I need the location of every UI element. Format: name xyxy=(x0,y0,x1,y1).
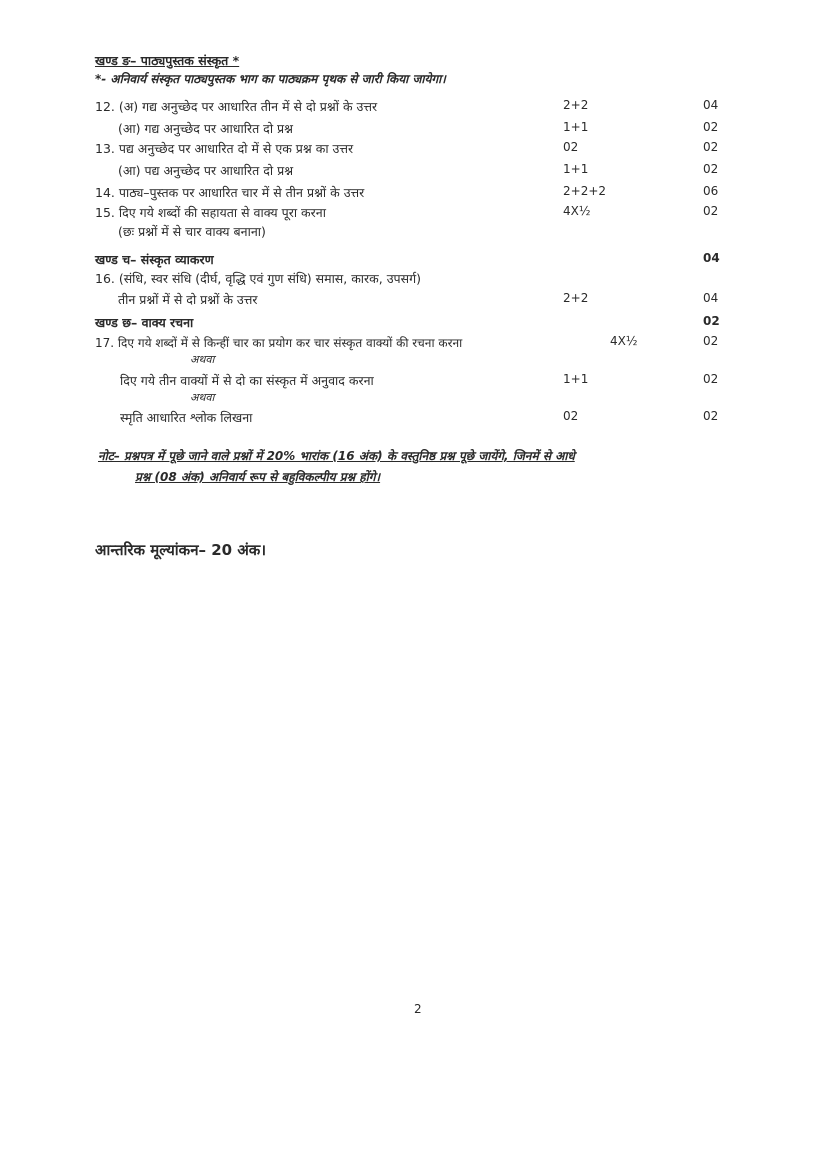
row-q17-alt2: स्मृति आधारित श्लोक लिखना xyxy=(120,410,253,425)
row-q17-alt1: दिए गये तीन वाक्यों में से दो का संस्कृत में अनुवाद करना xyxy=(120,373,374,388)
row-q17-alt2-total: 02 xyxy=(703,409,719,423)
footnote-line-2: प्रश्न (08 अंक) अनिवार्य रूप से बहुविकल्पीय प्रश्न होंगे। xyxy=(135,470,381,484)
or-label-2: अथवा xyxy=(190,391,215,404)
row-q15-sub: (छः प्रश्नों में से चार वाक्य बनाना) xyxy=(118,224,266,239)
row-q13b: (आ) पद्य अनुच्छेद पर आधारित दो प्रश्न xyxy=(118,163,294,178)
footnote-line-1: नोट– प्रश्नपत्र में पूछे जाने वाले प्रश्नों में 20% भारांक (16 अंक) के वस्तुनिष्ठ प्रश्न पूछे जायेंगे, जिनमें से आधे xyxy=(98,449,575,463)
or-label-1: अथवा xyxy=(190,353,215,366)
row-q13a: 13. पद्य अनुच्छेद पर आधारित दो में से एक प्रश्न का उत्तर xyxy=(95,141,354,156)
section-f-total: 04 xyxy=(703,251,720,265)
row-q16: 16. (संधि, स्वर संधि (दीर्घ, वृद्धि एवं गुण संधि) समास, कारक, उपसर्ग) xyxy=(95,271,422,286)
row-q16b-total: 04 xyxy=(703,291,719,305)
row-q17-alt1-marks: 1+1 xyxy=(563,372,589,386)
row-q17-alt2-marks: 02 xyxy=(563,409,579,423)
row-q14-total: 06 xyxy=(703,184,719,198)
section-g-title: खण्ड छ– वाक्य रचना xyxy=(95,315,194,330)
row-q12a-marks: 2+2 xyxy=(563,98,589,112)
row-q12b-marks: 1+1 xyxy=(563,120,589,134)
row-q12a: 12. (अ) गद्य अनुच्छेद पर आधारित तीन में से दो प्रश्नों के उत्तर xyxy=(95,99,378,114)
row-q12b-total: 02 xyxy=(703,120,719,134)
row-q12b: (आ) गद्य अनुच्छेद पर आधारित दो प्रश्न xyxy=(118,121,293,136)
section-e-note: *- अनिवार्य संस्कृत पाठ्यपुस्तक भाग का पाठ्यक्रम पृथक से जारी किया जायेगा। xyxy=(95,72,446,86)
row-q16b: तीन प्रश्नों में से दो प्रश्नों के उत्तर xyxy=(118,292,258,307)
row-q13b-marks: 1+1 xyxy=(563,162,589,176)
section-f-title: खण्ड च– संस्कृत व्याकरण xyxy=(95,252,214,267)
row-q14-marks: 2+2+2 xyxy=(563,184,607,198)
row-q15-total: 02 xyxy=(703,204,719,218)
internal-assessment: आन्तरिक मूल्यांकन– 20 अंक। xyxy=(95,541,267,559)
row-q17: 17. दिए गये शब्दों में से किन्हीं चार का प्रयोग कर चार संस्कृत वाक्यों की रचना करना xyxy=(95,336,463,350)
section-g-total: 02 xyxy=(703,314,720,328)
row-q17-alt1-total: 02 xyxy=(703,372,719,386)
page-number: 2 xyxy=(414,1002,422,1016)
row-q12a-total: 04 xyxy=(703,98,719,112)
row-q17-marks: 4X½ xyxy=(610,334,638,348)
row-q13a-total: 02 xyxy=(703,140,719,154)
row-q13b-total: 02 xyxy=(703,162,719,176)
row-q14: 14. पाठ्य–पुस्तक पर आधारित चार में से तीन प्रश्नों के उत्तर xyxy=(95,185,365,200)
row-q15-marks: 4X½ xyxy=(563,204,591,218)
section-e-title: खण्ड ङ– पाठ्यपुस्तक संस्कृत * xyxy=(95,53,240,68)
row-q15: 15. दिए गये शब्दों की सहायता से वाक्य पूरा करना xyxy=(95,205,326,220)
row-q16b-marks: 2+2 xyxy=(563,291,589,305)
row-q17-total: 02 xyxy=(703,334,719,348)
row-q13a-marks: 02 xyxy=(563,140,579,154)
